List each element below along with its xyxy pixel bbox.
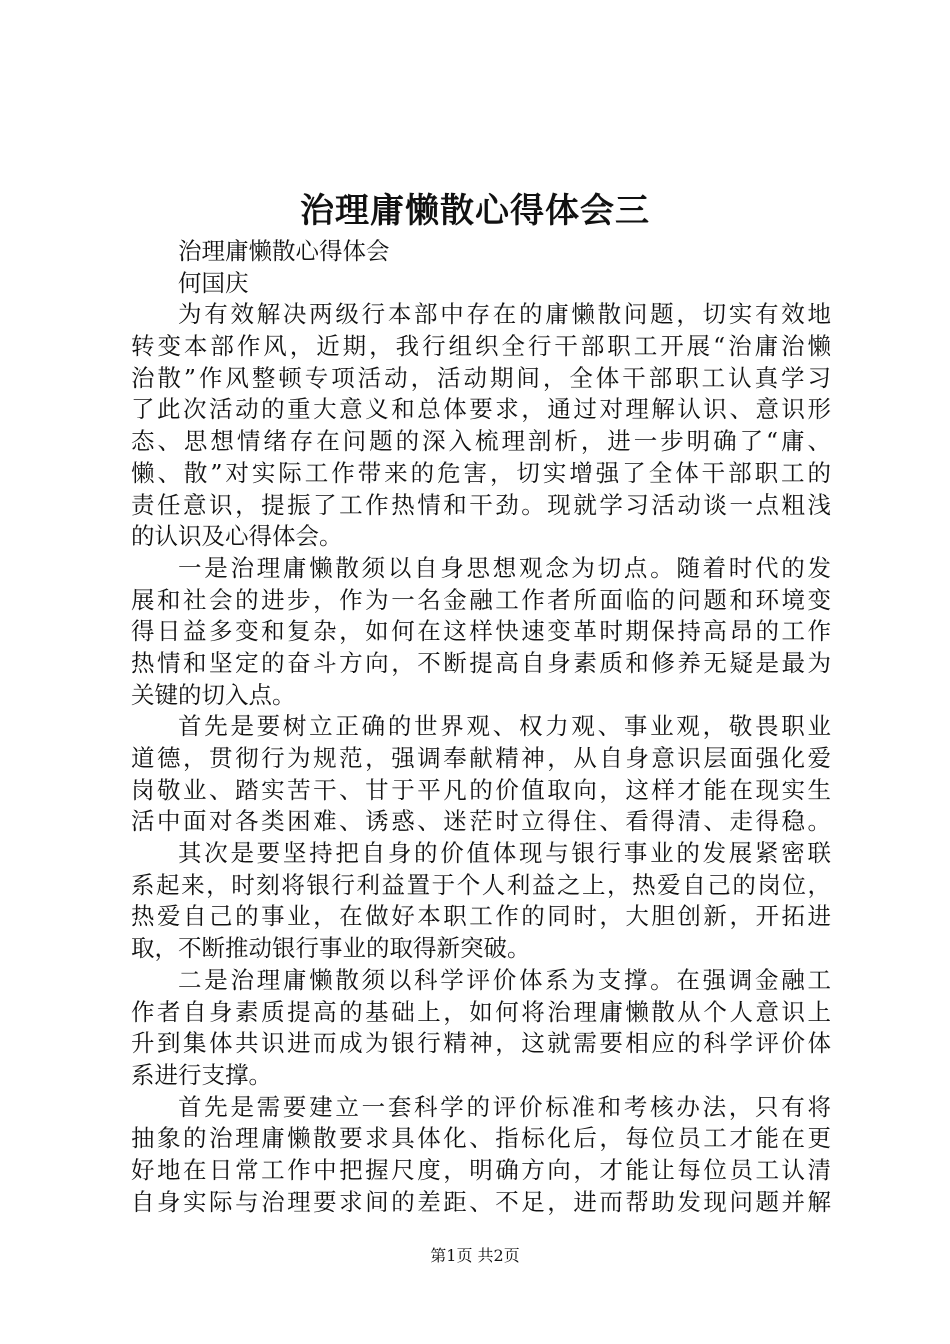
text-line: 好地在日常工作中把握尺度，明确方向，才能让每位员工认清 [131,1155,831,1184]
text-line: 升到集体共识进而成为银行精神，这就需要相应的科学评价体 [131,1029,831,1058]
text-line: 道德，贯彻行为规范，强调奉献精神，从自身意识层面强化爱 [131,744,831,772]
text-line: 岗敬业、踏实苦干、甘于平凡的价值取向，这样才能在现实生 [131,775,831,804]
text-line: 为有效解决两级行本部中存在的庸懒散问题，切实有效地 [178,300,831,329]
text-line: 懒、散”对实际工作带来的危害，切实增强了全体干部职工的 [131,458,831,487]
text-line: 展和社会的进步，作为一名金融工作者所面临的问题和环境变 [131,585,831,614]
text-line: 得日益多变和复杂，如何在这样快速变革时期保持高昂的工作 [131,617,831,646]
text-line: 首先是要树立正确的世界观、权力观、事业观，敬畏职业 [178,712,831,741]
text-line: 其次是要坚持把自身的价值体现与银行事业的发展紧密联 [178,839,831,868]
text-line: 责任意识，提振了工作热情和干劲。现就学习活动谈一点粗浅 [131,490,831,519]
document-title: 治理庸懒散心得体会三 [300,191,650,231]
text-line: 转变本部作风，近期，我行组织全行干部职工开展“治庸治懒 [131,332,831,361]
text-line: 治理庸懒散心得体会 [178,237,390,265]
text-line: 治散”作风整顿专项活动，活动期间，全体干部职工认真学习 [131,363,831,392]
text-line: 抽象的治理庸懒散要求具体化、指标化后，每位员工才能在更 [131,1124,831,1153]
text-line: 首先是需要建立一套科学的评价标准和考核办法，只有将 [178,1092,831,1121]
document-body [131,236,831,1218]
text-line: 的认识及心得体会。 [131,522,343,551]
text-line: 系起来，时刻将银行利益置于个人利益之上，热爱自己的岗位， [131,870,831,899]
text-line: 何国庆 [178,268,249,297]
text-line: 自身实际与治理要求间的差距、不足，进而帮助发现问题并解 [131,1187,831,1216]
text-line: 活中面对各类困难、诱惑、迷茫时立得住、看得清、走得稳。 [131,807,831,836]
text-line: 二是治理庸懒散须以科学评价体系为支撑。在强调金融工 [178,965,831,994]
text-line: 态、思想情绪存在问题的深入梳理剖析，进一步明确了“庸、 [131,427,831,456]
text-line: 一是治理庸懒散须以自身思想观念为切点。随着时代的发 [178,553,831,582]
text-line: 热情和坚定的奋斗方向，不断提高自身素质和修养无疑是最为 [131,648,831,677]
text-line: 了此次活动的重大意义和总体要求，通过对理解认识、意识形 [131,395,831,424]
text-line: 系进行支撑。 [131,1060,272,1089]
text-line: 热爱自己的事业，在做好本职工作的同时，大胆创新，开拓进 [131,902,831,931]
text-line: 取，不断推动银行事业的取得新突破。 [131,934,531,963]
text-line: 作者自身素质提高的基础上，如何将治理庸懒散从个人意识上 [131,997,831,1026]
page-footer: 第1页 共2页 [430,1246,520,1265]
text-line: 关键的切入点。 [131,680,296,709]
